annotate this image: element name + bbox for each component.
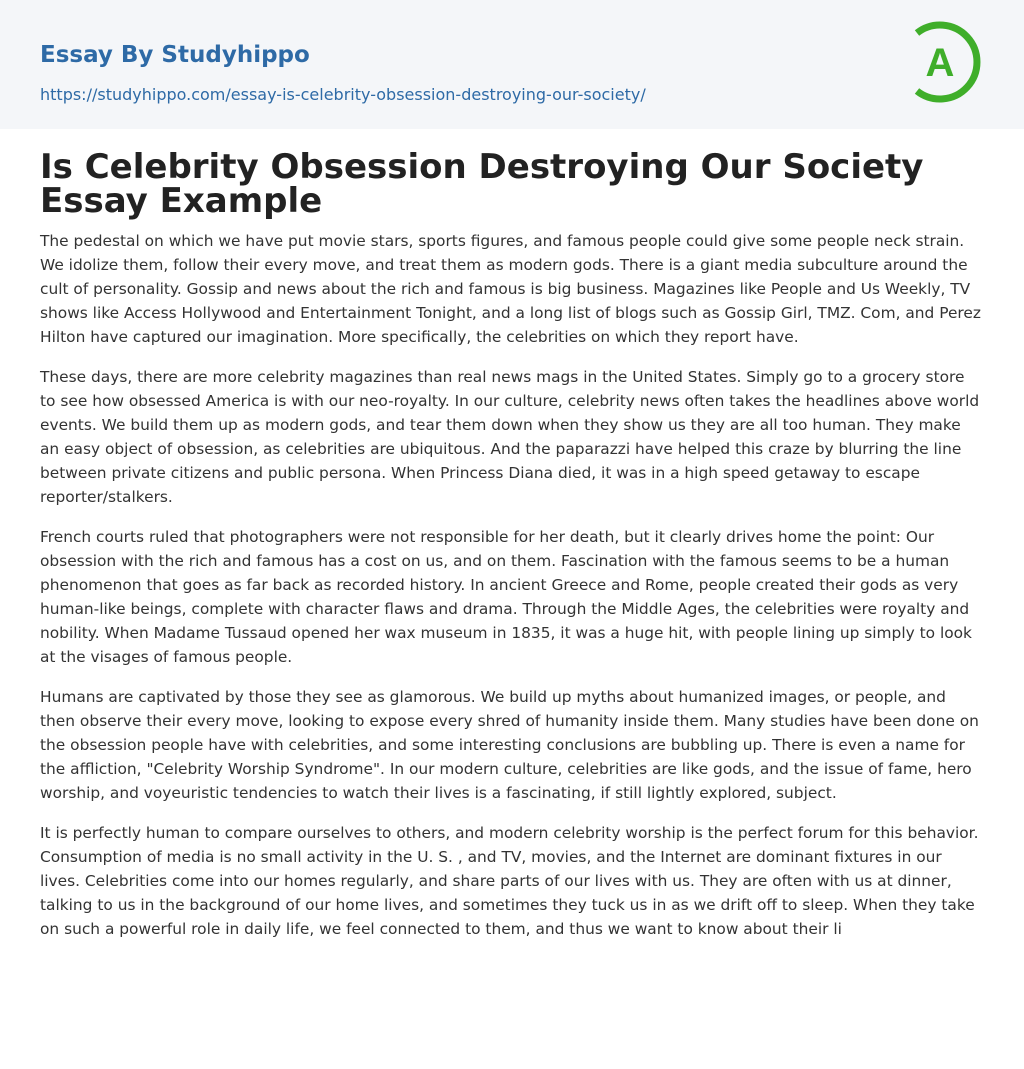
site-logo[interactable] — [912, 19, 986, 105]
page-header — [0, 0, 1024, 129]
essay-title: Is Celebrity Obsession Destroying Our Society Essay Example — [40, 147, 924, 221]
essay-paragraph: French courts ruled that photographers were not responsible for her death, but it clearly drives home the point: Our obsession with the rich and famous has a cost on us, and on them. Fascination with the famous seems to be a human phenomenon that goes as far back as recorded history. In ancient Greece and Rome, people created their gods as very human-like beings, complete with character flaws and drama. Through the Middle Ages, the celebrities were royalty and nobility. When Madame Tussaud opened her wax museum in 1835, it was a huge hit, with people lining up simply to look at the visages of famous people. — [40, 528, 972, 666]
source-url-link[interactable]: https://studyhippo.com/essay-is-celebrity-obsession-destroying-our-society/ — [40, 85, 646, 104]
essay-paragraph: It is perfectly human to compare ourselves to others, and modern celebrity worship is the perfect forum for this behavior. Consumption of media is no small activity in the U. S. , and TV, movies, and the Internet are dominant fixtures in our lives. Celebrities come into our homes regularly, and share parts of our lives with us. They are often with us at dinner, talking to us in the background of our home lives, and sometimes they tuck us in as we drift off to sleep. When they take on such a powerful role in daily life, we feel connected to them, and thus we want to know about their li — [40, 824, 979, 938]
logo-letter: A — [925, 41, 955, 85]
essay-paragraph: These days, there are more celebrity magazines than real news mags in the United States. Simply go to a grocery store to see how obsessed America is with our neo-royalty. In our culture, celebrity news often takes the headlines above world events. We build them up as modern gods, and tear them down when they show us they are all too human. They make an easy object of obsession, as celebrities are ubiquitous. And the paparazzi have helped this craze by blurring the line between private citizens and public persona. When Princess Diana died, it was in a high speed getaway to escape reporter/stalkers. — [40, 368, 980, 506]
site-brand[interactable]: Essay By Studyhippo — [40, 42, 310, 68]
logo-icon — [912, 19, 986, 105]
essay-paragraph: Humans are captivated by those they see as glamorous. We build up myths about humanized images, or people, and then observe their every move, looking to expose every shred of humanity inside them. Many studies have been done on the obsession people have with celebrities, and some interesting conclusions are bubbling up. There is even a name for the affliction, "Celebrity Worship Syndrome". In our modern culture, celebrities are like gods, and the issue of fame, hero worship, and voyeuristic tendencies to watch their lives is a fascinating, if still lightly explored, subject. — [40, 688, 979, 802]
essay-body — [40, 229, 984, 957]
essay-paragraph: The pedestal on which we have put movie stars, sports figures, and famous people could give some people neck strain. We idolize them, follow their every move, and treat them as modern gods. There is a giant media subculture around the cult of personality. Gossip and news about the rich and famous is big business. Magazines like People and Us Weekly, TV shows like Access Hollywood and Entertainment Tonight, and a long list of blogs such as Gossip Girl, TMZ. Com, and Perez Hilton have captured our imagination. More specifically, the celebrities on which they report have. — [40, 232, 981, 346]
